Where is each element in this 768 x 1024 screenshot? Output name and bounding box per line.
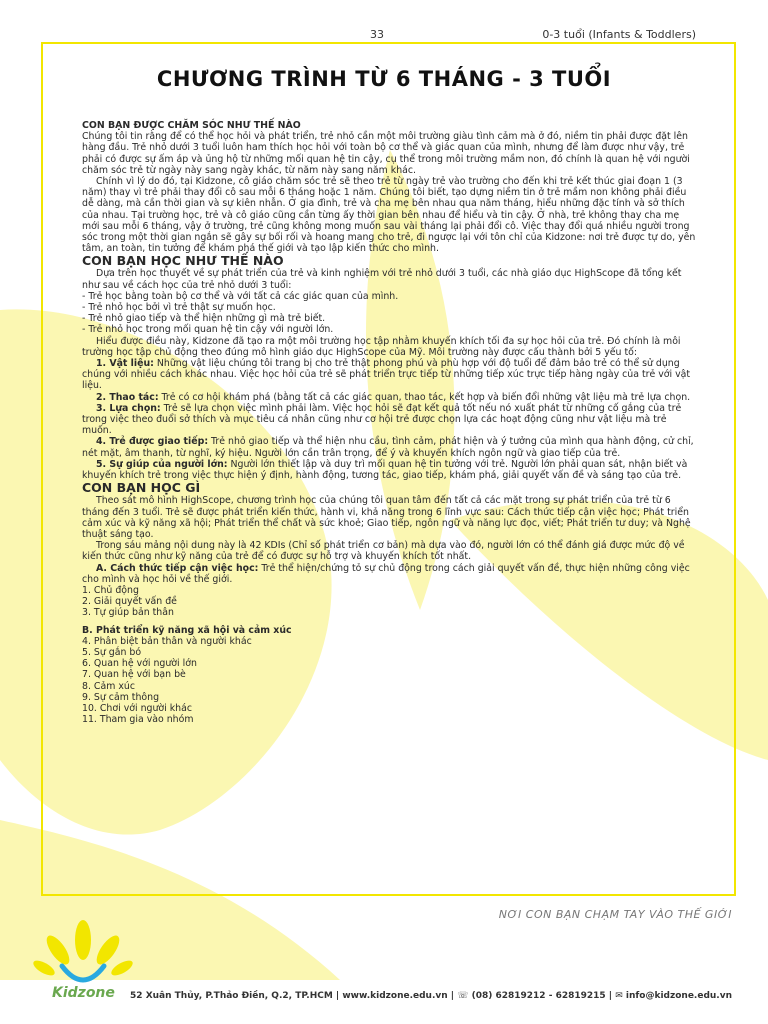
section-heading-care: CON BẠN ĐƯỢC CHĂM SÓC NHƯ THẾ NÀO [82, 120, 301, 131]
subsection-heading: B. Phát triển kỹ năng xã hội và cảm xúc [82, 624, 292, 636]
paragraph: Chính vì lý do đó, tại Kidzone, cô giáo chăm sóc trẻ sẽ theo trẻ từ ngày trẻ vào trường cho đến khi trẻ kết thúc giai đoạn 1 (3 năm) thay vì trẻ phải thay đổi cô sau mỗi 6 tháng hoặc 1 năm. Chúng tôi biết, tạo dựng niềm tin ở trẻ mầm non không phải điều dễ dàng, mà cần thời gian và sự kiên nhẫn. Ở gia đình, trẻ và cha mẹ bên nhau qua năm tháng, hiểu những đặc tính và sở thích của nhau. Tại trường học, trẻ và cô giáo cũng cần từng ấy thời gian bên nhau để hiểu và tin cậy. Ở nhà, trẻ không thay cha mẹ mới sau mỗi 6 tháng, vậy ở trường, trẻ cũng không mong muốn sau vài tháng lại phải đổi cô. Việc thay đổi quá nhiều người trong sóc trong một thời gian ngắn sẽ gây sự bối rối và hoang mang cho trẻ, đi ngược lại với tôn chỉ của Kidzone: nơi trẻ được tự do, yên tâm, an toàn, tin tưởng để khám phá thế giới và tạo lập kiến thức cho mình. [82, 176, 696, 255]
paragraph: Dựa trên học thuyết về sự phát triển của trẻ và kinh nghiệm với trẻ nhỏ dưới 3 tuổi, các nhà giáo dục HighScope đã tổng kết như sau về cách học của trẻ nhỏ dưới 3 tuổi: [82, 268, 682, 291]
list-item: 3. Tự giúp bản thân [82, 607, 174, 619]
list-item: 10. Chơi với người khác [82, 702, 192, 714]
item-label: A. Cách thức tiếp cận việc học: [96, 562, 259, 574]
item-text: Người lớn thiết lập và duy trì mối quan hệ tin tưởng với trẻ. Người lớn phải quan sát, nhận biết và khuyến khích trẻ trong việc thực hiện ý định, hành động, tương tác, giao tiếp, khám phá, giải quyết vấn đề và sáng tạo của trẻ. [82, 458, 688, 482]
list-item: - Trẻ nhỏ giao tiếp và thể hiện những gì mà trẻ biết. [82, 313, 326, 325]
list-item: 9. Sự cảm thông [82, 691, 160, 703]
list-item: 2. Giải quyết vấn đề [82, 596, 177, 608]
item-label: 1. Vật liệu: [96, 358, 154, 370]
paragraph: Chúng tôi tin rằng để có thể học hỏi và phát triển, trẻ nhỏ cần một môi trường giàu tình cảm mà ở đó, niềm tin phải được đặt lên hàng đầu. Trẻ nhỏ dưới 3 tuổi luôn ham thích học hỏi với toàn bộ cơ thể và giác quan của mình, nhưng để làm được như vậy, trẻ phải có được sự ấm áp và ủng hộ từ những mối quan hệ tin cậy, cụ thể trong môi trường mầm non, đó chính là quan hệ với người chăm sóc trẻ từ ngày này sang ngày khác, từ năm này sang năm khác. [82, 131, 690, 176]
item-text: Trẻ nhỏ giao tiếp và thể hiện nhu cầu, tình cảm, phát hiện và ý tưởng của mình qua hành động, cử chỉ, nét mặt, âm thanh, từ nghĩ, ký hiệu. Người lớn cần trân trọng, để ý và khuyến khích ngôn ngữ và giao tiếp của trẻ. [82, 436, 694, 459]
kdi-list-b [82, 636, 696, 726]
list-item [82, 436, 696, 458]
main-content [82, 120, 696, 725]
item-text: Trẻ thể hiện/chứng tỏ sự chủ động trong cách giải quyết vấn đề, thực hiện những công việc cho mình và học hỏi về thế giới. [82, 562, 690, 585]
list-item: 8. Cảm xúc [82, 680, 135, 692]
list-item: 11. Tham gia vào nhóm [82, 714, 194, 726]
page-title: CHƯƠNG TRÌNH TỪ 6 THÁNG - 3 TUỔI [156, 67, 612, 91]
paragraph: Hiểu được điều này, Kidzone đã tạo ra một môi trường học tập nhằm khuyến khích tối đa sự học hỏi của trẻ. Đó chính là môi trường học tập chủ động theo đúng mô hình giáo dục HighScope của Mỹ. Môi trường này được cấu thành bởi 5 yếu tố: [82, 335, 681, 358]
list-item [82, 459, 696, 481]
section-heading-what: CON BẠN HỌC GÌ [82, 480, 201, 496]
item-text: Trẻ sẽ lựa chọn việc mình phải làm. Việc học hỏi sẽ đạt kết quả tốt nếu nó xuất phát từ những cố gắng của trẻ trong việc theo đuổi sở thích và mục tiêu cá nhân cũng như cơ hội trẻ được chọn lựa các hoạt động cũng như vật liệu mà trẻ muốn. [82, 402, 682, 437]
section-heading-how: CON BẠN HỌC NHƯ THẾ NÀO [82, 253, 284, 269]
list-item: 6. Quan hệ với người lớn [82, 658, 197, 670]
item-label: 4. Trẻ được giao tiếp: [96, 436, 209, 448]
list-item: - Trẻ học bằng toàn bộ cơ thể và với tất cả các giác quan của mình. [82, 290, 399, 302]
list-item: - Trẻ nhỏ học bởi vì trẻ thật sự muốn học. [82, 302, 276, 314]
paragraph: Trong sáu mảng nội dung này là 42 KDIs (Chỉ số phát triển cơ bản) mà dựa vào đó, người lớn có thể đánh giá được mức độ về kiến thức cũng như kỹ năng của trẻ để có được sự hỗ trợ và khuyến khích tốt nhất. [82, 540, 685, 563]
item-label: 2. Thao tác: [96, 391, 159, 403]
list-item [82, 392, 696, 403]
paragraph: Theo sát mô hình HighScope, chương trình học của chúng tôi quan tâm đến tất cả các mặt trong sự phát triển của trẻ từ 6 tháng đến 3 tuổi. Trẻ sẽ được phát triển kiến thức, hành vi, khả năng trong 6 lĩnh vực sau: Cách thức tiếp cận việc học; Phát triển cảm xúc và kỹ năng xã hội; Phát triển thể chất và sức khoẻ; Giao tiếp, ngôn ngữ và năng lực đọc, viết; Phát triển tư duy; và Nghệ thuật sáng tạo. [82, 495, 691, 540]
list-item [82, 563, 696, 585]
logo-wordmark: Kidzone [52, 985, 115, 1001]
list-item: 1. Chủ động [82, 584, 139, 596]
footer-contact: 52 Xuân Thủy, P.Thảo Điền, Q.2, TP.HCM | www.kidzone.edu.vn | ☏ (08) 62819212 - 62819215 | ✉ info@kidzone.edu.vn [130, 991, 732, 1001]
bullet-list [82, 291, 696, 336]
item-text: Trẻ có cơ hội khám phá (bằng tất cả các giác quan, thao tác, kết hợp và biến đổi những vật liệu mà trẻ lựa chọn. [158, 391, 691, 403]
list-item: - Trẻ nhỏ học trong mối quan hệ tin cậy với người lớn. [82, 324, 334, 336]
section-header: 0-3 tuổi (Infants & Toddlers) [542, 28, 696, 41]
list-item: 7. Quan hệ với bạn bè [82, 669, 186, 681]
list-item [82, 358, 696, 392]
item-label: 5. Sự giúp của người lớn: [96, 458, 228, 470]
slogan: NƠI CON BẠN CHẠM TAY VÀO THẾ GIỚI [498, 908, 732, 921]
item-text: Những vật liệu chúng tôi trang bị cho trẻ thật phong phú và phù hợp với độ tuổi để đảm bảo trẻ có thể sử dụng chúng với nhiều cách khác nhau. Việc học hỏi của trẻ sẽ phát triển trực tiếp từ những tiếp xúc trực tiếp hàng ngày của trẻ với vật liệu. [82, 358, 691, 392]
list-item [82, 403, 696, 437]
page-number: 33 [370, 28, 384, 41]
kdi-list-a [82, 585, 696, 619]
item-label: 3. Lựa chọn: [96, 402, 161, 414]
list-item: 5. Sự gắn bó [82, 646, 142, 658]
list-item: 4. Phân biệt bản thân và người khác [82, 635, 252, 647]
